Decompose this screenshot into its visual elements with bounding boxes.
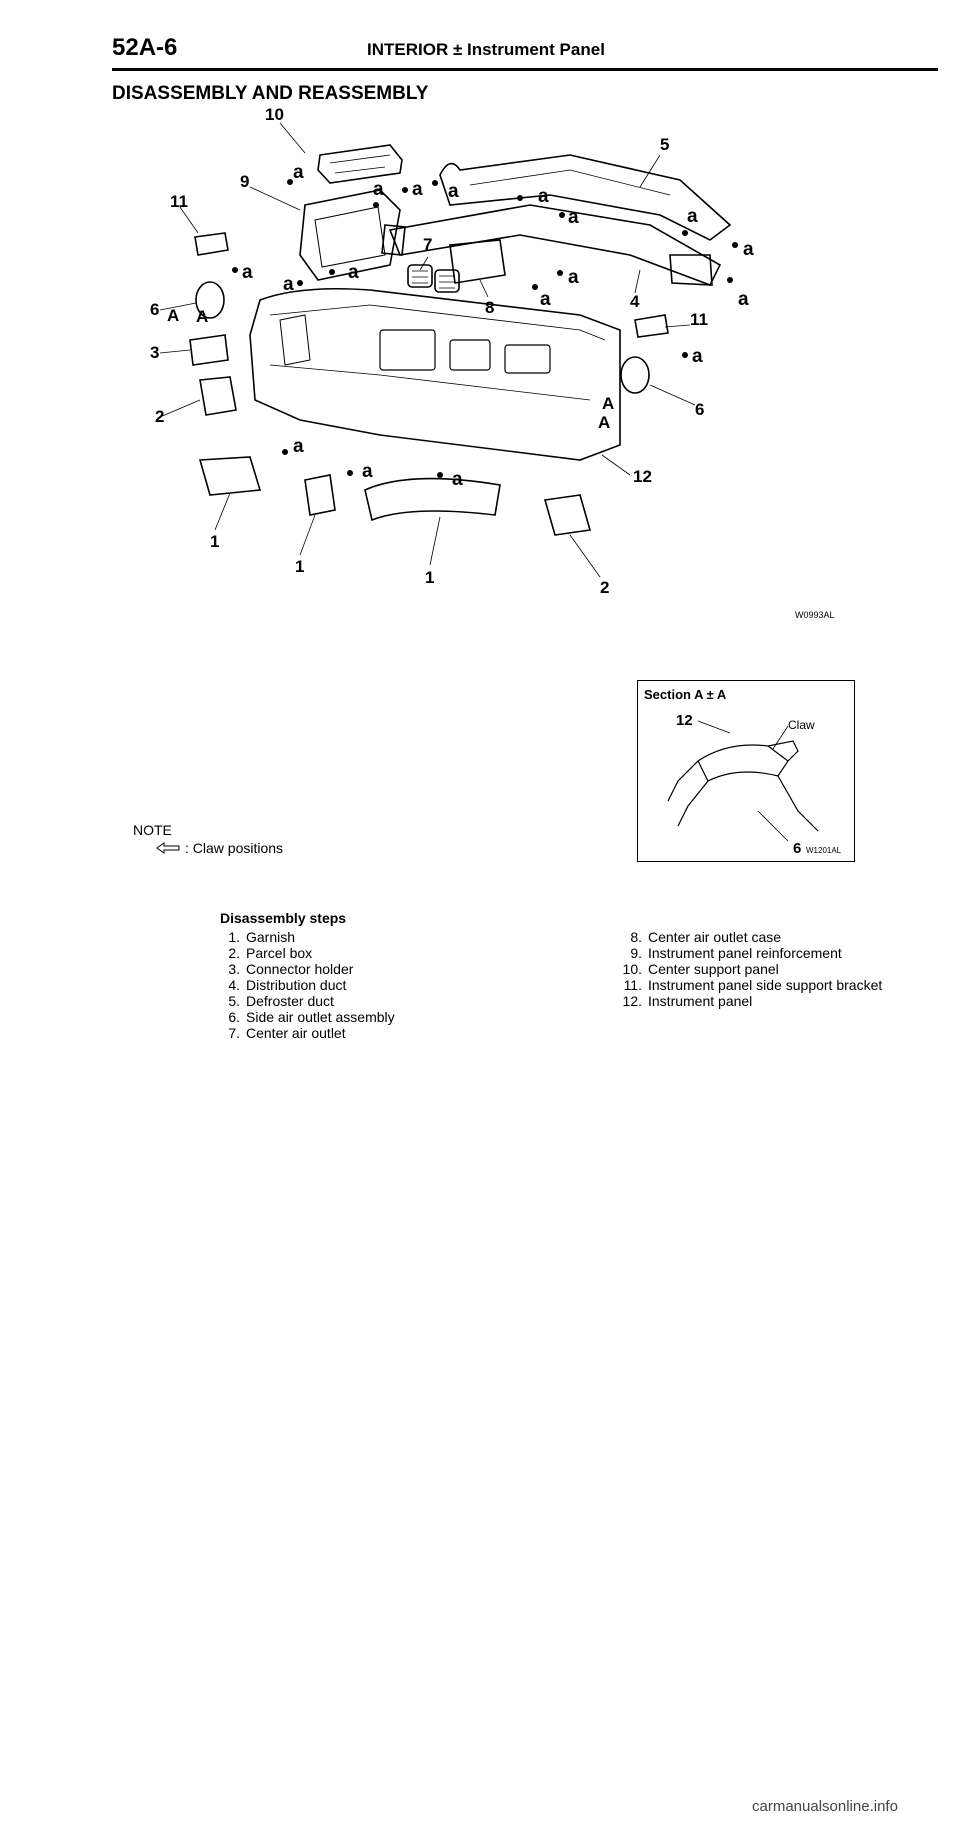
- inset-label-12: 12: [676, 712, 693, 729]
- list-item: [220, 1025, 600, 1041]
- screw-icon: [682, 352, 688, 358]
- callout-a: a: [540, 289, 551, 310]
- callout-a: a: [738, 289, 749, 310]
- part-side-bracket-left: [195, 233, 228, 255]
- leader-lines: [160, 123, 695, 577]
- callout-A: A: [167, 306, 180, 325]
- step-number: 4.: [228, 977, 240, 993]
- callout-a: a: [743, 239, 754, 260]
- step-number: 10.: [622, 961, 642, 977]
- callout-2-left: 2: [155, 407, 165, 426]
- callout-6-left: 6: [150, 300, 160, 319]
- step-number: 7.: [228, 1025, 240, 1041]
- steps-title: Disassembly steps: [220, 910, 347, 926]
- callout-a: a: [412, 179, 423, 200]
- callout-a: a: [538, 186, 549, 207]
- inset-label-claw: Claw: [788, 718, 815, 732]
- part-defroster-duct: [440, 155, 730, 240]
- header-title: INTERIOR ± Instrument Panel: [367, 40, 605, 59]
- section-title: DISASSEMBLY AND REASSEMBLY: [112, 83, 429, 104]
- note: [133, 822, 283, 856]
- step-text: Garnish: [246, 929, 296, 945]
- callout-a: a: [568, 207, 579, 228]
- list-item: [220, 929, 600, 945]
- list-item: [220, 1009, 600, 1025]
- callout-a: a: [293, 162, 304, 183]
- callout-6-right: 6: [695, 400, 705, 419]
- step-number: 1.: [228, 929, 240, 945]
- part-connector-holder: [190, 335, 228, 365]
- step-number: 9.: [630, 945, 642, 961]
- section-inset-svg: [638, 681, 854, 861]
- callout-1-lower: 1: [425, 568, 435, 587]
- screw-icon: [347, 470, 353, 476]
- screw-icon: [557, 270, 563, 276]
- steps-list-left: [220, 929, 600, 1041]
- callout-1-left: 1: [210, 532, 220, 551]
- page-number: 52A-6: [112, 34, 178, 61]
- part-side-bracket-right: [635, 315, 668, 337]
- inset-label-6: 6: [793, 840, 802, 857]
- note-legend-row: [155, 840, 283, 856]
- screw-icon: [517, 195, 523, 201]
- step-text: Instrument panel: [648, 993, 753, 1009]
- callout-7: 7: [423, 235, 433, 254]
- screw-icon: [282, 449, 288, 455]
- callout-a: a: [242, 262, 253, 283]
- screw-icon: [559, 212, 565, 218]
- inset-section-drawing: [668, 721, 818, 841]
- section-inset: [637, 680, 855, 862]
- list-item: [612, 977, 912, 993]
- callout-A: A: [602, 394, 615, 413]
- screw-icon: [232, 267, 238, 273]
- callout-a: a: [448, 181, 459, 202]
- step-number: 2.: [228, 945, 240, 961]
- step-text: Instrument panel reinforcement: [648, 945, 842, 961]
- screw-icon: [432, 180, 438, 186]
- inset-title: Section A ± A: [644, 687, 727, 702]
- callout-12: 12: [633, 467, 652, 486]
- list-item: [220, 961, 600, 977]
- callout-1-center: 1: [295, 557, 305, 576]
- part-center-air-outlet-left: [408, 265, 432, 287]
- callout-5: 5: [660, 135, 670, 154]
- step-text: Center air outlet case: [648, 929, 782, 945]
- list-item: [612, 961, 912, 977]
- claw-arrow-icon: [155, 842, 181, 854]
- callout-10: 10: [265, 105, 284, 124]
- part-parcel-box-left: [200, 377, 236, 415]
- callout-a: a: [687, 206, 698, 227]
- watermark: carmanualsonline.info: [752, 1798, 898, 1815]
- callout-8: 8: [485, 298, 495, 317]
- callout-3: 3: [150, 343, 160, 362]
- step-text: Instrument panel side support bracket: [648, 977, 883, 993]
- part-garnish-center: [305, 475, 335, 515]
- note-label: NOTE: [133, 822, 172, 838]
- step-text: Connector holder: [246, 961, 354, 977]
- screw-icon: [732, 242, 738, 248]
- steps-list-right: [612, 929, 912, 1009]
- part-garnish-left: [200, 457, 260, 495]
- step-text: Parcel box: [246, 945, 313, 961]
- step-text: Defroster duct: [246, 993, 334, 1009]
- callout-a: a: [293, 436, 304, 457]
- list-item: [612, 929, 912, 945]
- page-header: [112, 30, 938, 70]
- callout-a: a: [373, 179, 384, 200]
- step-number: 6.: [228, 1009, 240, 1025]
- callout-a: a: [568, 267, 579, 288]
- callout-a: a: [348, 262, 359, 283]
- inset-figure-code: W1201AL: [806, 846, 842, 855]
- callout-a: a: [692, 346, 703, 367]
- callout-9: 9: [240, 172, 250, 191]
- callout-11-left: 11: [170, 192, 188, 211]
- callout-a: a: [283, 274, 294, 295]
- part-instrument-panel: [250, 289, 620, 460]
- exploded-diagram: [150, 105, 850, 685]
- step-text: Side air outlet assembly: [246, 1009, 395, 1025]
- list-item: [612, 945, 912, 961]
- callout-A: A: [598, 413, 611, 432]
- screw-icon: [532, 284, 538, 290]
- callout-4: 4: [630, 292, 640, 311]
- list-item: [220, 977, 600, 993]
- screw-icon: [402, 187, 408, 193]
- figure-code: W0993AL: [795, 610, 835, 620]
- step-number: 3.: [228, 961, 240, 977]
- screw-icon: [297, 280, 303, 286]
- exploded-diagram-svg: [150, 105, 850, 685]
- screw-icon: [373, 202, 379, 208]
- step-number: 8.: [630, 929, 642, 945]
- part-garnish-lower: [365, 479, 500, 520]
- part-center-support-panel: [318, 145, 402, 183]
- screw-icon: [727, 277, 733, 283]
- part-parcel-box-right: [545, 495, 590, 535]
- callout-a: a: [362, 461, 373, 482]
- part-side-air-outlet-right: [621, 357, 649, 393]
- callout-2-right: 2: [600, 578, 610, 597]
- callout-11-right: 11: [690, 310, 708, 329]
- callout-A: A: [196, 307, 209, 326]
- fasteners: [232, 179, 738, 478]
- header-rule: [112, 68, 938, 71]
- list-item: [612, 993, 912, 1009]
- screw-icon: [682, 230, 688, 236]
- list-item: [220, 945, 600, 961]
- step-number: 5.: [228, 993, 240, 1009]
- note-legend-text: : Claw positions: [185, 840, 284, 856]
- step-number: 11.: [623, 977, 642, 993]
- step-text: Distribution duct: [246, 977, 347, 993]
- list-item: [220, 993, 600, 1009]
- step-number: 12.: [622, 993, 642, 1009]
- screw-icon: [329, 269, 335, 275]
- step-text: Center air outlet: [246, 1025, 346, 1041]
- step-text: Center support panel: [648, 961, 779, 977]
- screw-icon: [437, 472, 443, 478]
- callout-a: a: [452, 469, 463, 490]
